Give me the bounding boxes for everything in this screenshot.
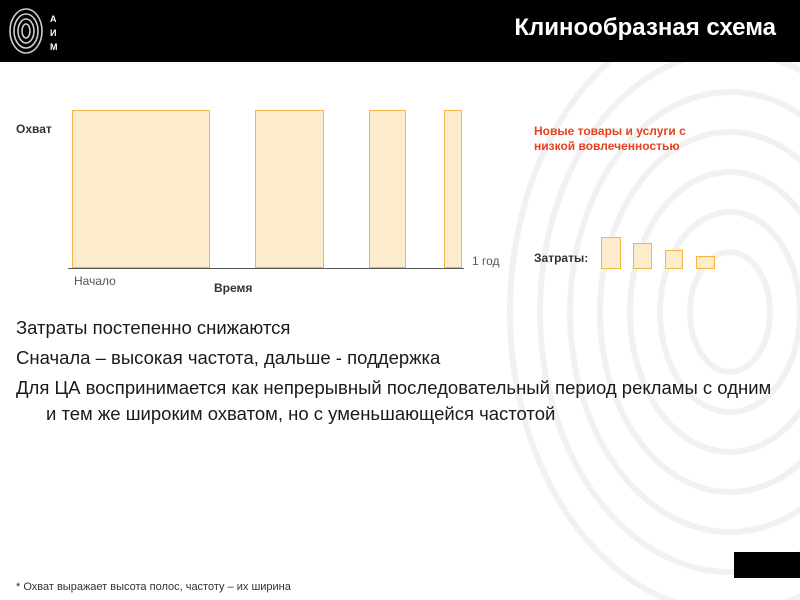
- page-title: Клинообразная схема: [514, 14, 776, 41]
- header-bar: [0, 0, 800, 62]
- logo-letter-i: И: [50, 28, 57, 38]
- logo-letter-a: А: [50, 14, 57, 24]
- reach-bar-4: [444, 110, 462, 268]
- reach-bar-2: [255, 110, 324, 268]
- time-axis-line: [68, 268, 464, 269]
- cost-bar-1: [601, 237, 621, 269]
- time-axis-label: Время: [214, 281, 253, 295]
- footnote: * Охват выражает высота полос, частоту – их ширина: [16, 581, 291, 593]
- one-year-label: 1 год: [472, 254, 500, 268]
- bullet-list: [16, 315, 786, 427]
- logo-letter-m: М: [50, 42, 58, 52]
- bullet-item: Для ЦА воспринимается как непрерывный последовательный период рекламы с одним и тем же широким охватом, но с уменьшающейся частотой: [16, 377, 772, 424]
- start-label: Начало: [74, 274, 116, 288]
- reach-axis-label: Охват: [16, 122, 52, 136]
- cost-bar-3: [665, 250, 683, 269]
- cost-bar-2: [633, 243, 652, 269]
- side-caption: Новые товары и услуги с низкой вовлеченностью: [534, 124, 686, 153]
- reach-bar-1: [72, 110, 210, 268]
- bullet-item: Затраты постепенно снижаются: [16, 317, 291, 338]
- fingerprint-logo-icon: [6, 4, 66, 58]
- reach-bar-3: [369, 110, 406, 268]
- cost-bar-4: [696, 256, 715, 269]
- bullet-item: Сначала – высокая частота, дальше - поддержка: [16, 347, 441, 368]
- corner-block: [734, 552, 800, 578]
- cost-label: Затраты:: [534, 251, 589, 265]
